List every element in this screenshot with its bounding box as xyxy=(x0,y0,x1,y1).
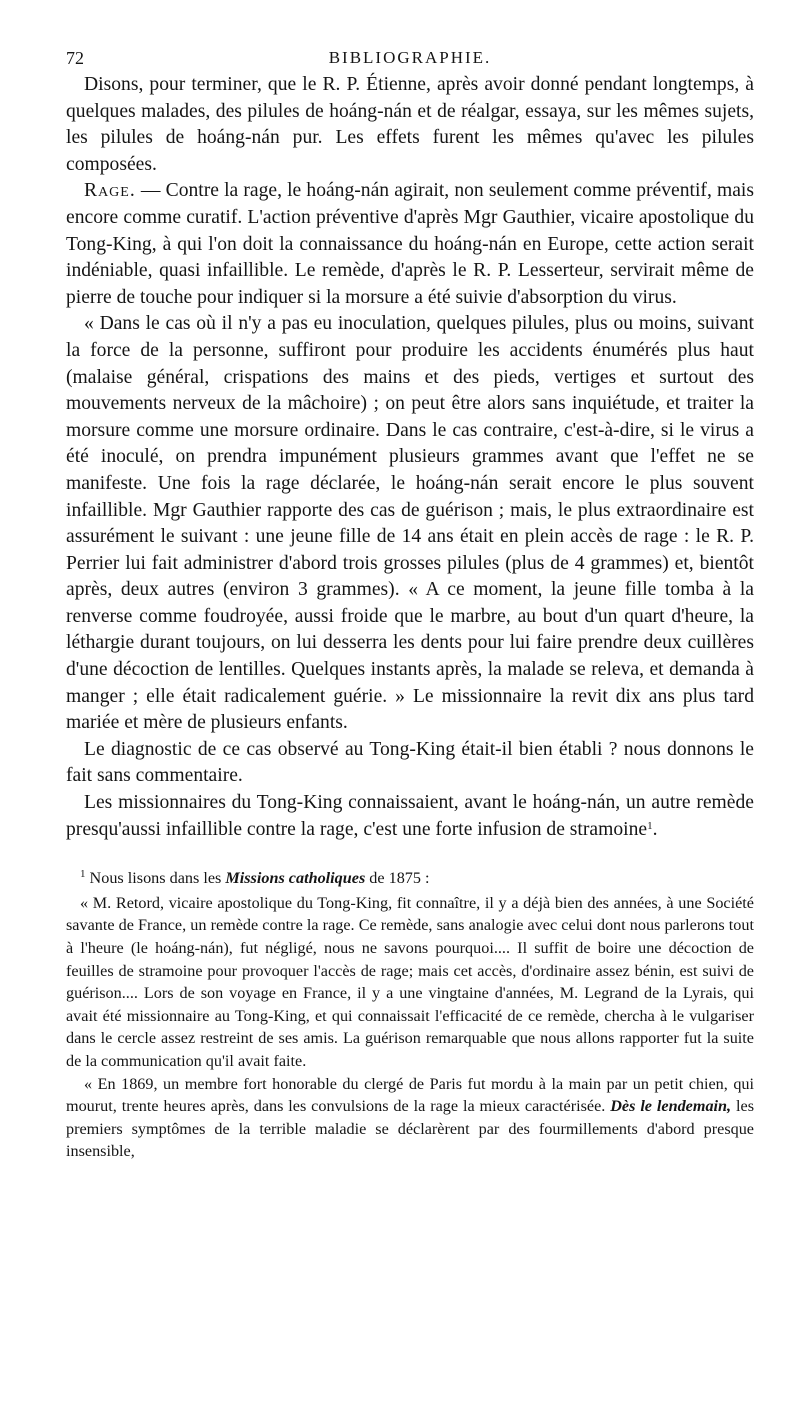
footnote-emphasis: Dès le lendemain, xyxy=(610,1097,732,1116)
footnote-separator xyxy=(66,843,754,867)
paragraph-rage xyxy=(66,178,754,311)
book-page xyxy=(66,48,754,1163)
footnote-reference: 1 xyxy=(647,819,653,832)
running-title: BIBLIOGRAPHIE. xyxy=(328,48,492,67)
paragraph-text: — Contre la rage, le hoáng-nán agirait, non seulement comme préventif, mais encore comme curatif. L'action préventive d'après Mgr Gauthier, vicaire apostolique du Tong-King, à qui l'on doit la connaissance du hoáng-nán en Europe, cette action serait indéniable, quasi infaillible. Le remède, d'après le R. P. Lesserteur, servirait même de pierre de touche pour indiquer si la morsure a été suivie d'absorption du virus. xyxy=(66,180,754,308)
paragraph-quote: « Dans le cas où il n'y a pas eu inoculation, quelques pilules, plus ou moins, suivant la force de la personne, suffiront pour produire les accidents énumérés plus haut (malaise général, crispations des mains et des pieds, vertiges et surtout des mouvements nerveux de la mâchoire) ; on peut être alors sans inquiétude, et traiter la morsure comme une morsure ordinaire. Dans le cas contraire, c'est-à-dire, si le virus a été inoculé, on prendra impunément plusieurs grammes avant que l'effet ne se manifeste. Une fois la rage déclarée, le hoáng-nán serait encore le plus souvent infaillible. Mgr Gauthier rapporte des cas de guérison ; mais, le plus extraordinaire est assurément le suivant : une jeune fille de 14 ans était en plein accès de rage : le R. P. Perrier lui fait administrer d'abord trois grosses pilules (plus de 4 grammes) et, bientôt après, deux autres (environ 3 grammes). « A ce moment, la jeune fille tomba à la renverse comme foudroyée, aussi froide que le marbre, au bout d'un quart d'heure, la léthargie durant toujours, on lui desserra les dents pour lui faire prendre deux cuillères d'une décoction de lentilles. Quelques instants après, la malade se releva, et demanda à manger ; elle était radicalement guérie. » Le missionnaire la revit dix ans plus tard mariée et mère de plusieurs enfants. xyxy=(66,313,754,734)
main-text xyxy=(66,72,754,843)
paragraph: Le diagnostic de ce cas observé au Tong-King était-il bien établi ? nous donnons le fait sans commentaire. xyxy=(66,738,754,787)
paragraph-end: . xyxy=(652,818,658,840)
page-header xyxy=(66,48,754,72)
paragraph-text: Les missionnaires du Tong-King connaissaient, avant le hoáng-nán, un autre remède presqu'aussi infaillible contre la rage, c'est une forte infusion de stramoine xyxy=(66,792,754,840)
paragraph-stramoine xyxy=(66,790,754,843)
footnote-source-title: Missions catholiques xyxy=(225,869,366,888)
footnote-text: les premiers symptômes de la terrible maladie se déclarèrent par des fourmillements d'abord presque insensible, xyxy=(66,1097,754,1161)
footnote-text: de 1875 : xyxy=(365,869,430,888)
footnotes xyxy=(66,867,754,1163)
footnote-intro xyxy=(66,867,754,890)
footnote-text: « En 1869, un membre fort honorable du clergé de Paris fut mordu à la main par un petit chien, qui mourut, trente heures après, dans les convulsions de la rage la mieux caractérisée. xyxy=(66,1074,754,1116)
footnote-quote: « M. Retord, vicaire apostolique du Tong-King, fit connaître, il y a déjà bien des années, à une Société savante de France, un remède contre la rage. Ce remède, sans analogie avec celui dont nous parlerons tout à l'heure (le hoáng-nán), fut négligé, nous ne savons pourquoi.... Il suffit de boire une décoction de feuilles de stramoine pour provoquer l'accès de rage; mais cet accès, d'ordinaire assez bénin, est suivi de guérison.... Lors de son voyage en France, il y a une vingtaine d'années, M. Legrand de la Lyrais, qui avait été missionnaire au Tong-King, et qui connaissait l'efficacité de ce remède, chercha à le vulgariser dans le cercle assez restreint de ses amis. La guérison remarquable que nous allons rapporter fut la suite de la communication qu'il avait faite. xyxy=(66,893,754,1070)
footnote-marker: 1 xyxy=(80,868,86,881)
paragraph: Disons, pour terminer, que le R. P. Étienne, après avoir donné pendant longtemps, à quelques malades, des pilules de hoáng-nán et de réalgar, essaya, sur les mêmes sujets, les pilules de hoáng-nán pur. Les effets furent les mêmes qu'avec les pilules composées. xyxy=(66,74,754,175)
page-number: 72 xyxy=(66,48,84,68)
section-lead: Rage. xyxy=(84,180,136,202)
footnote-text: Nous lisons dans les xyxy=(85,869,226,888)
footnote-quote xyxy=(66,1073,754,1163)
